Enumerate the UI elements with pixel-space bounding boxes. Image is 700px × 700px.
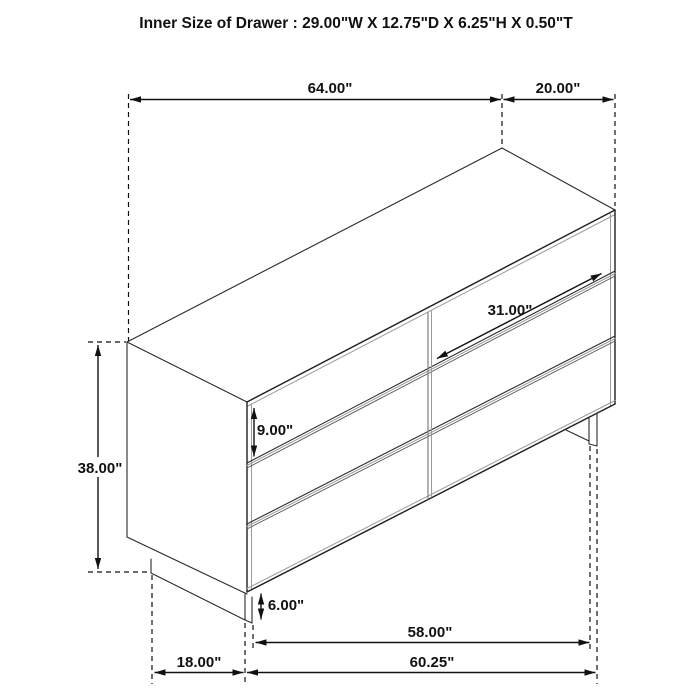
dimension-overall-height xyxy=(77,345,123,569)
dimension-overall-width xyxy=(130,80,501,100)
dimension-drawer-width xyxy=(437,274,602,359)
dim-label-drawer-height: 9.00" xyxy=(256,422,294,439)
dim-label-overall-height: 38.00" xyxy=(77,460,123,477)
extension-lines xyxy=(88,94,615,684)
dim-label-base-width: 60.25" xyxy=(409,654,455,671)
dim-label-footprint-inner-width: 58.00" xyxy=(407,624,453,641)
dimension-footprint-side-depth xyxy=(155,654,244,673)
dimension-footprint-inner-width xyxy=(256,624,590,643)
dimension-overall-depth xyxy=(504,80,614,100)
dimension-base-width xyxy=(247,654,596,673)
dimension-leg-height xyxy=(261,594,304,620)
dim-label-overall-width: 64.00" xyxy=(307,80,353,97)
dresser-left-side-panel xyxy=(127,342,247,594)
drawer-center-divider xyxy=(428,311,432,499)
dresser-base-and-legs xyxy=(151,413,597,623)
dim-label-drawer-width: 31.00" xyxy=(487,302,533,319)
dresser-drawing xyxy=(127,148,615,623)
diagram-title: Inner Size of Drawer : 29.00"W X 12.75"D X 6.25"H X 0.50"T xyxy=(139,15,573,32)
dim-label-leg-height: 6.00" xyxy=(267,597,305,614)
dim-label-footprint-side-depth: 18.00" xyxy=(176,654,222,671)
dim-label-overall-depth: 20.00" xyxy=(535,80,581,97)
dresser-top-face xyxy=(127,148,615,402)
